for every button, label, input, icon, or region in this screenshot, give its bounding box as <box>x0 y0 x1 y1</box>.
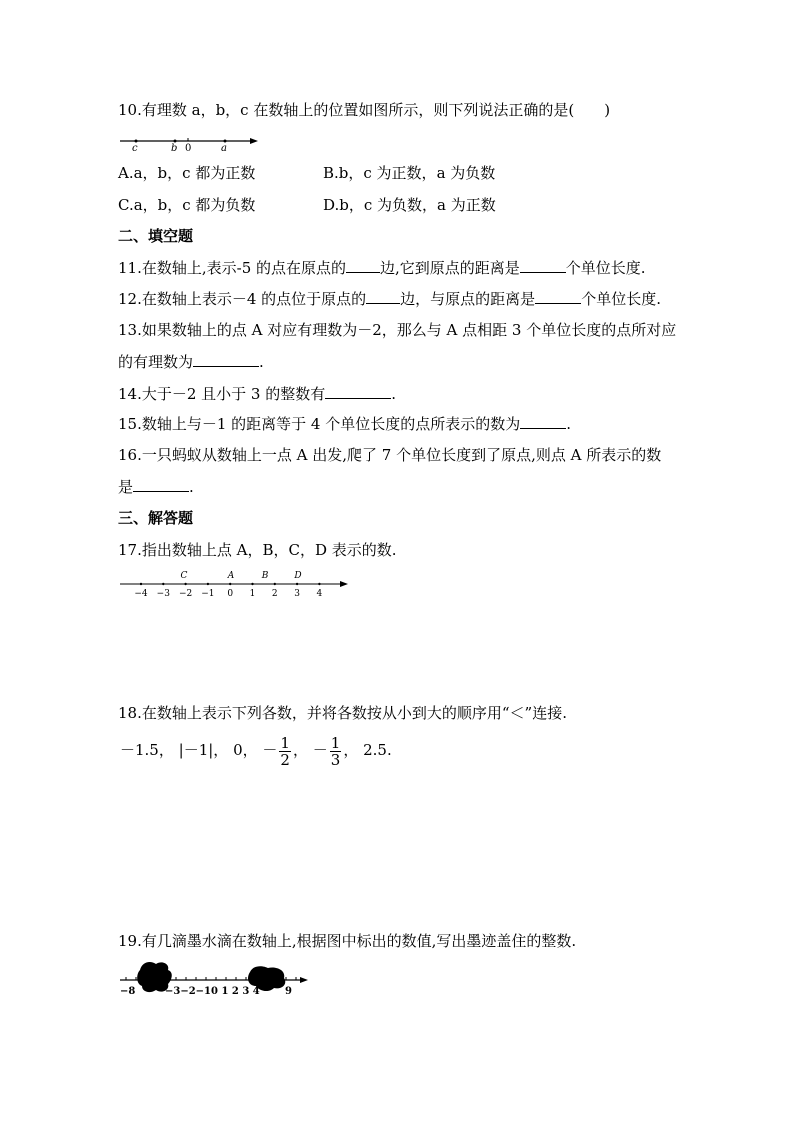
q12-text-post: 个单位长度. <box>581 290 661 308</box>
q17-tick-label: −3 <box>156 589 170 599</box>
q17-tick-dot <box>207 583 209 585</box>
q10-arrow <box>250 138 258 144</box>
q18-n2: |－1|， <box>178 741 229 759</box>
q19-label-middle: −3−2−10 1 2 3 4 <box>165 986 260 997</box>
q14 <box>118 384 396 404</box>
q11-blank-1[interactable] <box>346 258 380 273</box>
q15 <box>118 414 571 434</box>
q12-text-mid: 边，与原点的距离是 <box>400 290 536 308</box>
q10-label-b: b <box>171 143 178 154</box>
q16-text-pre: 是 <box>118 478 134 496</box>
section-2-heading: 二、填空题 <box>118 227 194 245</box>
q15-text-post: . <box>566 415 572 433</box>
q17-tick-label: 2 <box>271 589 278 599</box>
q19-label-left: −8 <box>120 986 136 997</box>
q18-n5-sign: － <box>312 741 328 759</box>
q17-label-c: C <box>180 571 188 581</box>
q17-tick-label: −2 <box>178 589 193 599</box>
q17-label-d: D <box>294 571 302 581</box>
q16-blank[interactable] <box>133 477 189 492</box>
q12-blank-2[interactable] <box>535 289 581 304</box>
q10-label-a: a <box>221 143 227 154</box>
q17-tick-label: −4 <box>134 589 148 599</box>
q18-n1: －1.5， <box>120 741 174 759</box>
q10-stem: 10.有理数 a，b，c 在数轴上的位置如图所示，则下列说法正确的是( ) <box>118 101 611 119</box>
q17-number-line <box>118 568 358 600</box>
q18-n4-sign: － <box>262 741 278 759</box>
q12-blank-1[interactable] <box>366 289 400 304</box>
q18-fraction-half <box>279 735 291 768</box>
q18-n4-denominator: 2 <box>280 750 290 769</box>
q15-text-pre: 15.数轴上与－1 的距离等于 4 个单位长度的点所表示的数为 <box>118 415 521 433</box>
q19-label-right: 9 <box>285 986 292 997</box>
q13-line-2 <box>118 352 264 372</box>
q19-number-line <box>118 958 318 998</box>
q11-text-post: 个单位长度. <box>565 259 646 277</box>
q18-n5-denominator: 3 <box>330 750 341 769</box>
q16-line-2 <box>118 477 194 497</box>
q11-text-pre: 11.在数轴上,表示-5 的点在原点的 <box>118 259 347 277</box>
q16-text-post: . <box>189 478 194 496</box>
q18-n6: 2.5. <box>363 741 392 759</box>
q11-blank-2[interactable] <box>520 258 566 273</box>
q17-tick-label: 1 <box>249 589 256 599</box>
q17-label-a: A <box>227 571 235 581</box>
q17-tick-dot <box>296 583 298 585</box>
q11-text-mid: 边,它到原点的距离是 <box>380 259 520 277</box>
q12 <box>118 289 661 309</box>
q15-blank[interactable] <box>520 414 566 429</box>
q17-tick-label: 0 <box>227 589 234 599</box>
q18-n4-numerator: 1 <box>280 733 290 752</box>
q10-label-c: c <box>132 143 138 154</box>
section-3-heading: 三、解答题 <box>118 509 194 527</box>
q17-tick-dot <box>184 583 186 585</box>
q17-tick-dot <box>318 583 320 585</box>
q17-tick-dot <box>162 583 164 585</box>
q13-text-pre: 的有理数为 <box>118 353 194 371</box>
q10-option-d: D.b，c 为负数，a 为正数 <box>323 196 496 214</box>
q13-text-post: . <box>259 353 264 371</box>
q17-tick-dot <box>274 583 276 585</box>
q18-fraction-third <box>330 735 342 768</box>
q17-stem: 17.指出数轴上点 A，B，C，D 表示的数. <box>118 541 397 559</box>
q17-tick-label: 3 <box>294 589 300 599</box>
q18-numbers <box>120 732 392 772</box>
q17-label-b: B <box>261 571 269 581</box>
q17-arrow <box>340 581 348 587</box>
q14-text-pre: 14.大于－2 且小于 3 的整数有 <box>118 385 326 403</box>
q18-stem: 18.在数轴上表示下列各数，并将各数按从小到大的顺序用“＜”连接. <box>118 704 567 722</box>
q10-option-b: B.b，c 为正数，a 为负数 <box>323 164 496 182</box>
q10-option-a: A.a，b，c 都为正数 <box>118 164 256 182</box>
q18-sep2: ， <box>343 741 359 759</box>
q11 <box>118 258 646 278</box>
q17-tick-dot <box>140 583 142 585</box>
q10-label-zero: 0 <box>185 143 192 154</box>
q17-tick-label: 4 <box>316 589 323 599</box>
q18-n5-numerator: 1 <box>330 733 341 752</box>
q18-n3: 0， <box>233 741 258 759</box>
q10-option-c: C.a，b，c 都为负数 <box>118 196 256 214</box>
q17-tick-label: −1 <box>201 589 215 599</box>
q10-number-line <box>118 134 268 156</box>
q13-line-1: 13.如果数轴上的点 A 对应有理数为－2，那么与 A 点相距 3 个单位长度的点所对应 <box>118 321 677 339</box>
q12-text-pre: 12.在数轴上表示－4 的点位于原点的 <box>118 290 367 308</box>
q16-line-1: 16.一只蚂蚁从数轴上一点 A 出发,爬了 7 个单位长度到了原点,则点 A 所表示的数 <box>118 446 662 464</box>
q13-blank[interactable] <box>193 352 259 367</box>
q19-stem: 19.有几滴墨水滴在数轴上,根据图中标出的数值,写出墨迹盖住的整数. <box>118 932 577 950</box>
q17-ticks <box>134 583 322 599</box>
q18-sep1: ， <box>292 741 308 759</box>
q14-text-post: . <box>391 385 397 403</box>
q17-tick-dot <box>251 583 253 585</box>
q14-blank[interactable] <box>325 384 391 399</box>
q17-tick-dot <box>229 583 231 585</box>
q19-arrow <box>300 977 308 983</box>
